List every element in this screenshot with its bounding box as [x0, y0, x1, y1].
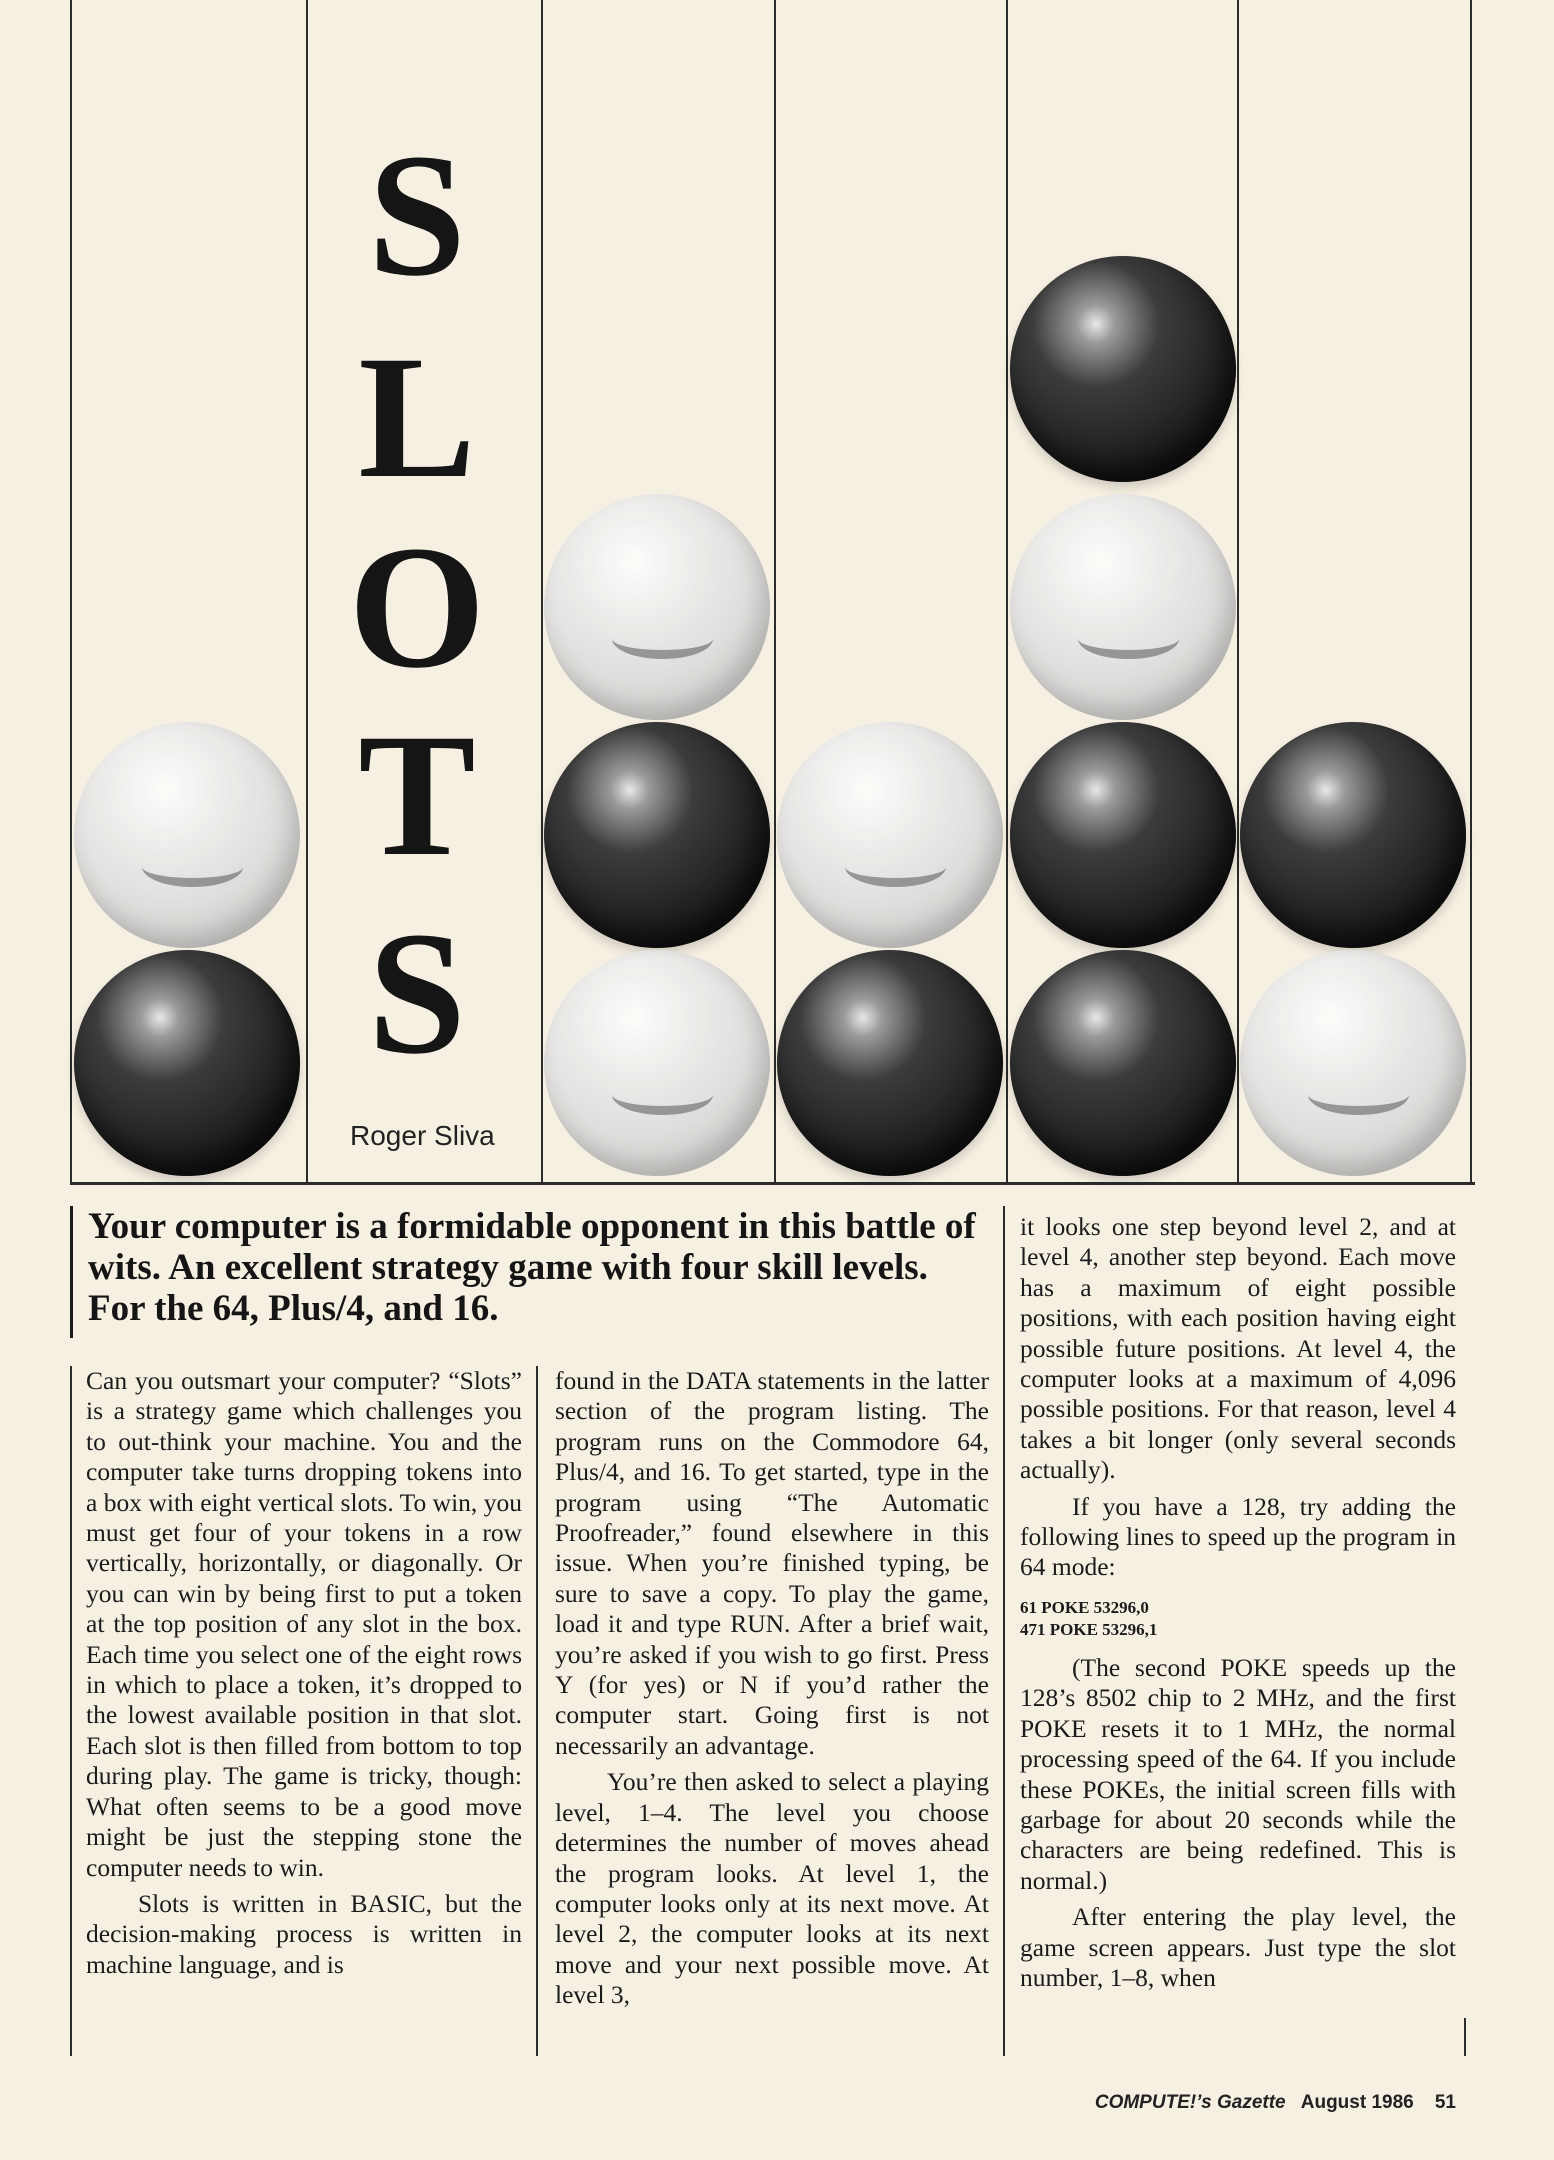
- code-line: 471 POKE 53296,1: [1020, 1619, 1158, 1639]
- column-rule: [70, 1366, 72, 2056]
- article-deck: Your computer is a formidable opponent in this battle of wits. An excellent strategy game with four skill levels. For the 64, Plus/4, and 16.: [88, 1206, 976, 1329]
- dark-marble: [777, 950, 1003, 1176]
- body-column-2: [555, 1366, 989, 2011]
- body-column-1: [86, 1366, 522, 1980]
- slot-divider: [541, 0, 543, 1184]
- deck-rule: [70, 1206, 73, 1338]
- slot-divider: [774, 0, 776, 1184]
- slot-divider: [306, 0, 308, 1184]
- author-byline: Roger Sliva: [350, 1120, 495, 1151]
- slot-divider: [70, 0, 72, 1184]
- dark-marble: [1010, 256, 1236, 482]
- clear-marble: [1240, 950, 1466, 1176]
- paragraph: If you have a 128, try adding the following lines to speed up the program in 64 mode:: [1020, 1491, 1456, 1582]
- paragraph: found in the DATA statements in the latter section of the program listing. The program runs on the Commodore 64, Plus/4, and 16. To get started, type in the program using “The Automatic Proofreader,” found elsewhere in this issue. When you’re finished typing, be sure to save a copy. To play the game, load it and type RUN. After a brief wait, you’re asked if you wish to go first. Press Y (for yes) or N if you’d rather the computer start. Going first is not necessarily an advantage.: [555, 1366, 989, 1760]
- clear-marble: [777, 722, 1003, 948]
- page-footer: [1095, 2092, 1456, 2114]
- title-letter-s2: S: [368, 896, 466, 1091]
- code-listing: [1020, 1597, 1456, 1641]
- clear-marble: [1010, 494, 1236, 720]
- paragraph: After entering the play level, the game screen appears. Just type the slot number, 1–8, when: [1020, 1902, 1456, 1992]
- issue-date: August 1986: [1300, 2092, 1414, 2113]
- code-line: 61 POKE 53296,0: [1020, 1597, 1149, 1617]
- column-rule: [536, 1366, 538, 2056]
- paragraph: Slots is written in BASIC, but the decision-making process is written in machine language, and is: [86, 1888, 522, 1979]
- slot-divider: [1470, 0, 1472, 1184]
- slot-divider: [1006, 0, 1008, 1184]
- paragraph: it looks one step beyond level 2, and at level 4, another step beyond. Each move has a maximum of eight possible positions, with each position having eight possible future positions. At level 4, the computer looks at a maximum of 4,096 possible positions. For that reason, level 4 takes a bit longer (only several seconds actually).: [1020, 1212, 1456, 1485]
- page-number: 51: [1434, 2092, 1456, 2113]
- title-letter-o: O: [348, 510, 486, 705]
- dark-marble: [544, 722, 770, 948]
- title-letter-t: T: [358, 698, 476, 893]
- slot-divider: [1237, 0, 1239, 1184]
- body-column-3: [1020, 1212, 1456, 1993]
- slot-box-floor: [70, 1182, 1475, 1185]
- title-letter-l: L: [358, 320, 476, 515]
- paragraph: You’re then asked to select a playing level, 1–4. The level you choose determines the number of moves ahead the program looks. At level 1, the computer looks only at its next move. At level 2, the computer looks at its next move and your next possible move. At level 3,: [555, 1767, 989, 2010]
- publication-name: COMPUTE!’s Gazette: [1094, 2092, 1286, 2113]
- clear-marble: [74, 722, 300, 948]
- column-rule: [1464, 2018, 1466, 2056]
- clear-marble: [544, 494, 770, 720]
- paragraph: (The second POKE speeds up the 128’s 8502 chip to 2 MHz, and the first POKE resets it to 1 MHz, the normal processing speed of the 64. If you include these POKEs, the initial screen fills with garbage for about 20 seconds while the characters are being redefined. This is normal.): [1020, 1652, 1456, 1895]
- clear-marble: [544, 950, 770, 1176]
- dark-marble: [1010, 950, 1236, 1176]
- title-letter-s: S: [368, 118, 466, 313]
- dark-marble: [74, 950, 300, 1176]
- paragraph: Can you outsmart your computer? “Slots” is a strategy game which challenges you to out-think your machine. You and the computer take turns dropping tokens into a box with eight vertical slots. To win, you must get four of your tokens in a row vertically, horizontally, or diagonally. Or you can win by being first to put a token at the top position of any slot in the box. Each time you select one of the eight rows in which to place a token, it’s dropped to the lowest available position in that slot. Each slot is then filled from bottom to top during play. The game is tricky, though: What often seems to be a good move might be just the stepping stone the computer needs to win.: [86, 1366, 522, 1882]
- dark-marble: [1010, 722, 1236, 948]
- dark-marble: [1240, 722, 1466, 948]
- column-rule: [1003, 1206, 1005, 2056]
